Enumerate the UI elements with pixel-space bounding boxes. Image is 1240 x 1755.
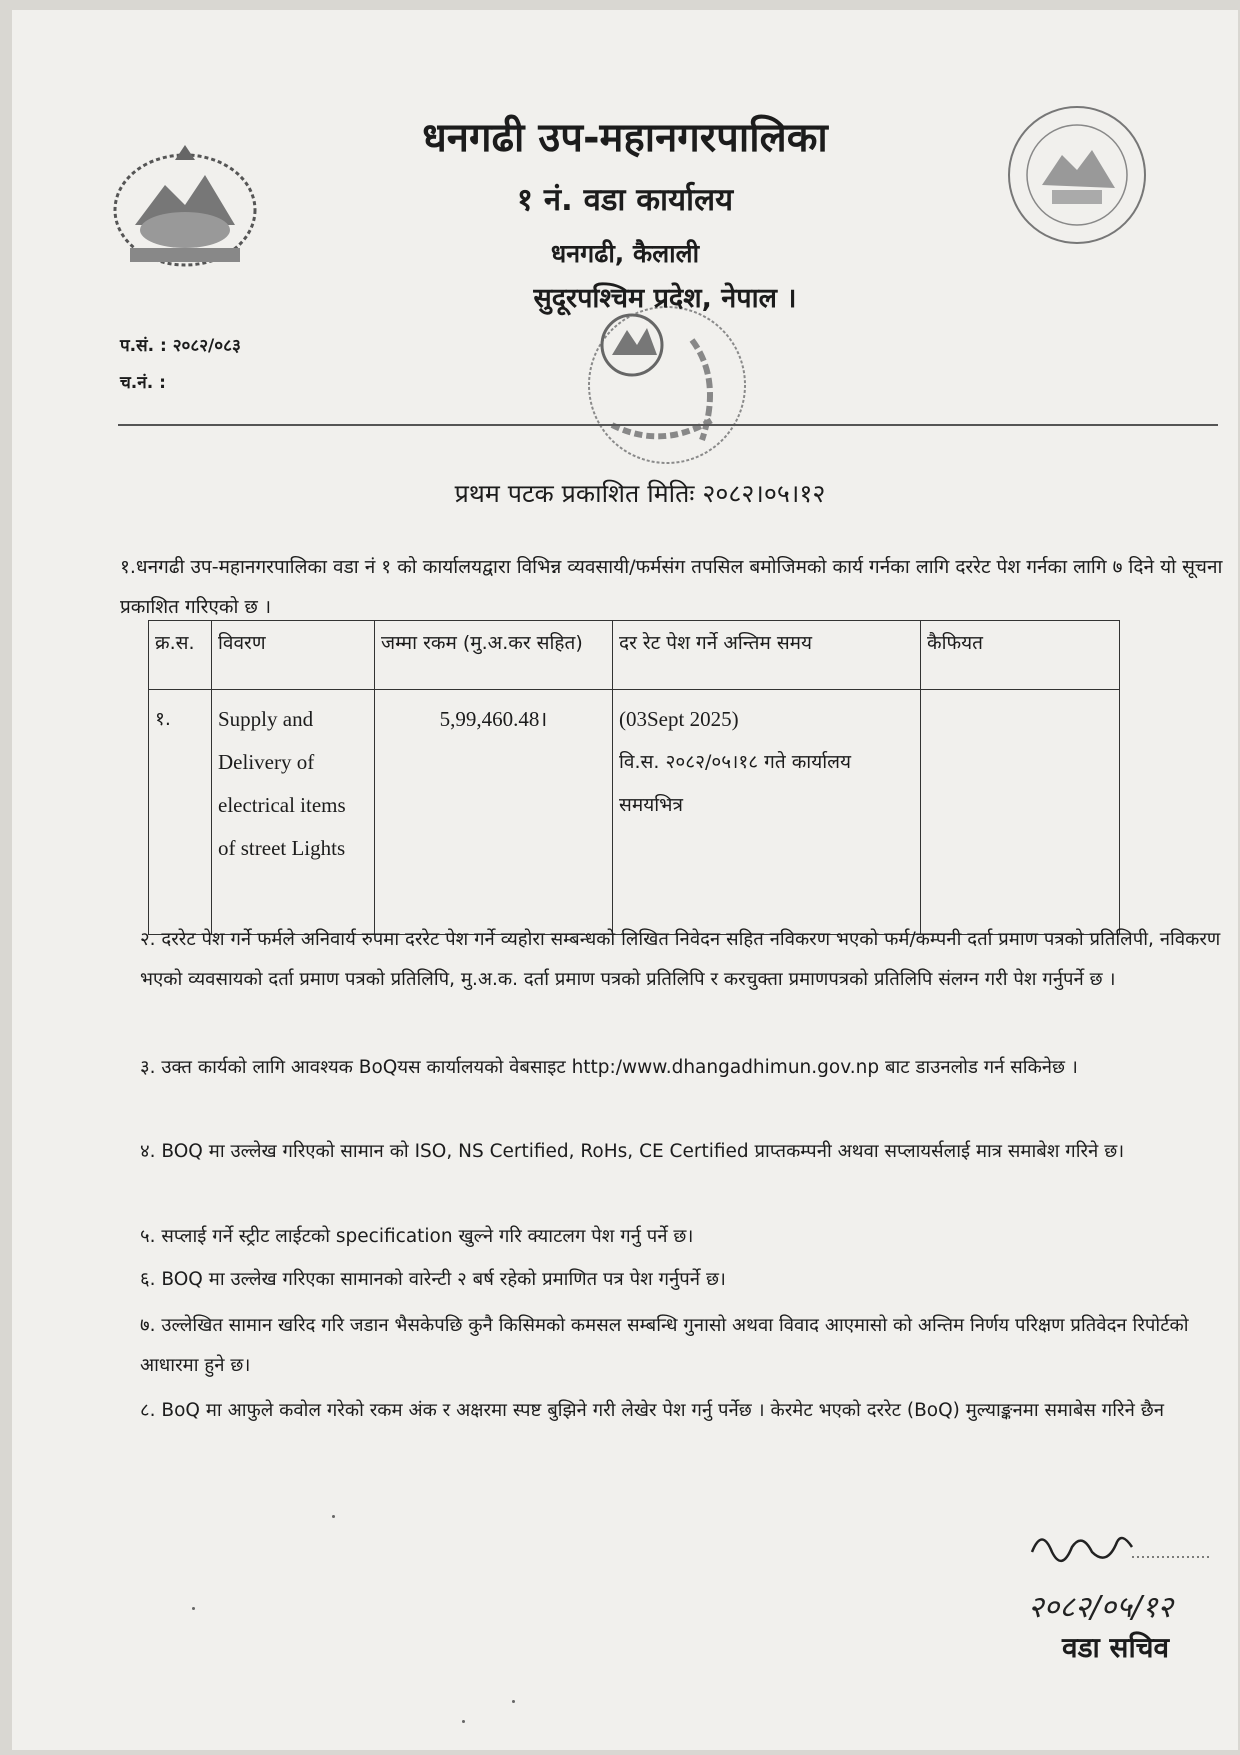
dispatch-number: च.नं. : <box>120 373 166 393</box>
cell-description: Supply and Delivery of electrical items of street Lights <box>212 690 375 935</box>
paper-speck <box>192 1607 195 1610</box>
publication-date: प्रथम पटक प्रकाशित मितिः २०८२।०५।१२ <box>454 479 826 508</box>
point-7: ७. उल्लेखित सामान खरिद गरि जडान भैसकेपछि कुनै किसिमको कमसल सम्बन्धि गुनासो अथवा विवाद आएमासो को अन्तिम निर्णय परिक्षण प्रतिवेदन रिपोर्टको आधारमा हुने छ। <box>140 1315 1189 1376</box>
office-name: १ नं. वडा कार्यालय <box>516 182 734 218</box>
deadline-en: (03Sept 2025) <box>619 707 739 731</box>
table-header-row <box>149 621 1120 690</box>
point-5: ५. सप्लाई गर्ने स्ट्रीट लाईटको specification खुल्ने गरि क्याटलग पेश गर्नु पर्ने छ। <box>140 1226 694 1247</box>
cell-serial: १. <box>149 690 212 935</box>
col-serial: क्र.स. <box>149 621 212 690</box>
point-2: २. दररेट पेश गर्ने फर्मले अनिवार्य रुपमा दररेट पेश गर्ने व्यहोरा सम्बन्धको लिखित निवेदन सहित नविकरण भएको फर्म/कम्पनी दर्ता प्रमाण पत्रको प्रतिलिपी, नविकरण भएको व्यवसायको दर्ता प्रमाण पत्रको प्रतिलिपि, मु.अ.क. दर्ता प्रमाण पत्रको प्रतिलिपि र करचुक्ता प्रमाणपत्रको प्रतिलिपि संलग्न गरी पेश गर्नुपर्ने छ । <box>140 929 1221 990</box>
office-location: धनगढी, कैलाली <box>550 239 700 268</box>
notice-page <box>12 10 1238 1750</box>
col-amount: जम्मा रकम (मु.अ.कर सहित) <box>375 621 613 690</box>
page-title: धनगढी उप-महानगरपालिका <box>422 115 828 161</box>
point-6: ६. BOQ मा उल्लेख गरिएका सामानको वारेन्टी २ बर्ष रहेको प्रमाणित पत्र पेश गर्नुपर्ने छ। <box>140 1269 726 1290</box>
reference-number: प.सं. : २०८२/०८३ <box>120 336 241 356</box>
table-row <box>149 690 1120 935</box>
header-divider <box>118 424 1218 426</box>
col-description: विवरण <box>212 621 375 690</box>
col-remarks: कैफियत <box>921 621 1120 690</box>
ward-office-stamp-icon <box>572 300 762 470</box>
point-3: ३. उक्त कार्यको लागि आवश्यक BoQयस कार्यालयको वेबसाइट http:/www.dhangadhimun.gov.np बाट डाउनलोड गर्न सकिनेछ । <box>140 1057 1078 1078</box>
cell-remarks <box>921 690 1120 935</box>
point-8: ८. BoQ मा आफुले कवोल गरेको रकम अंक र अक्षरमा स्पष्ट बुझिने गरी लेखेर पेश गर्नु पर्नेछ । केरमेट भएको दररेट (BoQ) मुल्याङ्कनमा समाबेस गरिने छैन <box>140 1400 1164 1421</box>
handwritten-date: २०८२/०५/१२ <box>1028 1590 1174 1625</box>
paper-speck <box>462 1720 465 1723</box>
col-deadline: दर रेट पेश गर्ने अन्तिम समय <box>613 621 921 690</box>
intro-paragraph: १.धनगढी उप-महानगरपालिका वडा नं १ को कार्यालयद्वारा विभिन्न व्यवसायी/फर्मसंग तपसिल बमोजिमको कार्य गर्नका लागि दररेट पेश गर्नका लागि ७ दिने यो सूचना प्रकाशित गरिएको छ । <box>120 556 1223 618</box>
tender-table <box>148 620 1120 935</box>
paper-speck <box>332 1515 335 1518</box>
cell-amount: 5,99,460.48। <box>375 690 613 935</box>
deadline-np: वि.स. २०८२/०५।१८ गते कार्यालय समयभित्र <box>619 751 852 816</box>
handwritten-signature-icon <box>1022 1522 1222 1632</box>
paper-speck <box>512 1700 515 1703</box>
cell-deadline <box>613 690 921 935</box>
province-name: सुदूरपश्चिम प्रदेश, नेपाल । <box>533 283 797 314</box>
point-4: ४. BOQ मा उल्लेख गरिएको सामान को ISO, NS Certified, RoHs, CE Certified प्राप्तकम्पनी अथवा सप्लायर्सलाई मात्र समाबेश गरिने छ। <box>140 1141 1125 1162</box>
ward-secretary-label: वडा सचिव <box>1062 1631 1170 1664</box>
